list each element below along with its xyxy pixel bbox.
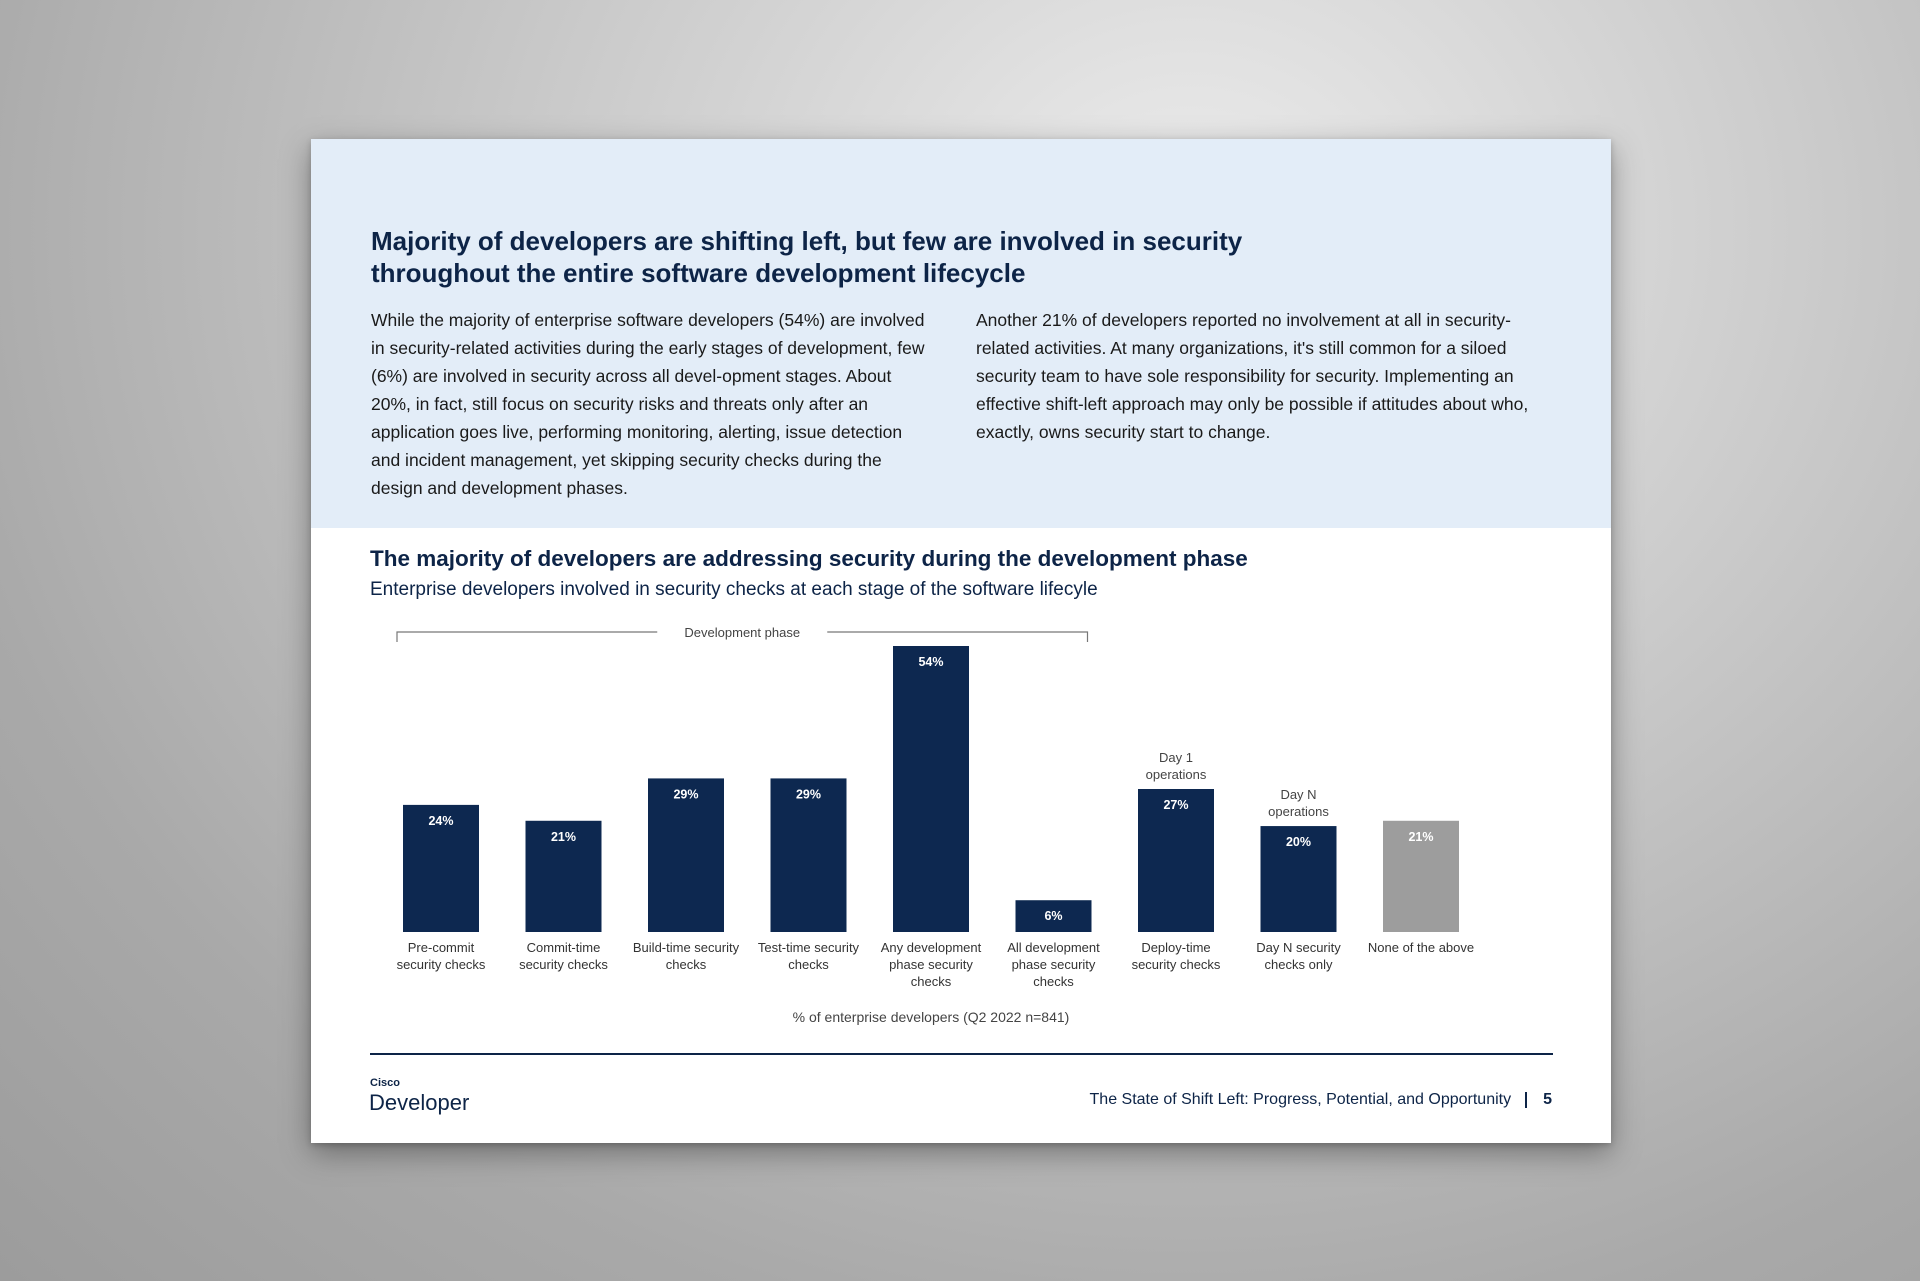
intro-paragraph-left: While the majority of enterprise software developers (54%) are involved in security-related activities during the early stages of development, few (6%) are involved in security across all devel-opment stages. About 20%, in fact, still focus on security risks and threats only after an application goes live, performing monitoring, alerting, issue detection and incident management, yet skipping security checks during the design and development phases. bbox=[371, 310, 925, 498]
brand-logo-small: Cisco bbox=[370, 1077, 400, 1089]
bar-value-label: 27% bbox=[1163, 798, 1189, 812]
bar-chart bbox=[311, 139, 1611, 1039]
bar-value-label: 21% bbox=[550, 829, 577, 844]
category-label: Pre-commit bbox=[407, 940, 475, 955]
bar-annotation: Day N bbox=[1280, 787, 1317, 803]
report-title: The State of Shift Left: Progress, Potential, and Opportunity bbox=[1089, 1091, 1512, 1108]
category-label: Deploy-time bbox=[1141, 940, 1211, 955]
category-label: checks bbox=[1033, 974, 1074, 989]
bar-4 bbox=[771, 778, 847, 932]
category-label: All development bbox=[1007, 940, 1100, 955]
category-label: Test-time security bbox=[757, 940, 860, 955]
category-label: security checks bbox=[1131, 957, 1221, 972]
chart-title: The majority of developers are addressing security during the development phase bbox=[370, 546, 1248, 571]
bar-value-label: 21% bbox=[1408, 829, 1434, 844]
report-page bbox=[311, 139, 1611, 1143]
category-label: Build-time security bbox=[632, 940, 740, 955]
page-number: 5 bbox=[1543, 1091, 1552, 1108]
intro-paragraph-right: Another 21% of developers reported no involvement at all in security-related activities. At many organizations, it's still common for a siloed security team to have sole responsibility for security. Implementing an effective shift-left approach may only be possible if attitudes about who, exactly, owns security start to change. bbox=[976, 310, 1529, 442]
bar-value-label: 24% bbox=[428, 813, 454, 828]
bar-value-label: 29% bbox=[795, 787, 822, 802]
bar-value-label: 6% bbox=[1044, 909, 1063, 924]
bar-value-label: 54% bbox=[918, 655, 944, 669]
category-label: security checks bbox=[519, 957, 608, 972]
category-label: security checks bbox=[396, 957, 486, 972]
category-label: Day N security bbox=[1256, 940, 1341, 955]
footer-divider bbox=[370, 1053, 1553, 1055]
footer-separator bbox=[1525, 1092, 1527, 1108]
brand-logo: Developer bbox=[369, 1090, 470, 1115]
bar-value-label: 20% bbox=[1285, 835, 1312, 850]
bar-5 bbox=[893, 646, 969, 932]
category-label: checks bbox=[665, 957, 707, 972]
category-label: phase security bbox=[889, 957, 973, 972]
bracket-line-right bbox=[827, 632, 1087, 642]
bracket-line-left bbox=[397, 632, 657, 642]
bar-annotation: operations bbox=[1268, 804, 1329, 820]
x-axis-label: % of enterprise developers (Q2 2022 n=841) bbox=[792, 1009, 1070, 1025]
category-label: checks bbox=[788, 957, 829, 972]
bracket-label: Development phase bbox=[684, 625, 801, 640]
category-label: Any development bbox=[880, 940, 982, 955]
bar-annotation: Day 1 bbox=[1159, 750, 1193, 765]
category-label: Commit-time bbox=[526, 940, 601, 955]
category-label: phase security bbox=[1011, 957, 1096, 972]
bar-annotation: operations bbox=[1145, 767, 1207, 782]
category-label: checks bbox=[910, 974, 952, 989]
bar-3 bbox=[648, 778, 724, 932]
footer-info bbox=[1090, 1089, 1552, 1111]
chart-subtitle: Enterprise developers involved in security checks at each stage of the software lifecyle bbox=[370, 579, 1098, 600]
bar-value-label: 29% bbox=[673, 787, 699, 802]
category-label: None of the above bbox=[1367, 940, 1475, 955]
category-label: checks only bbox=[1264, 957, 1333, 972]
intro-heading: Majority of developers are shifting left, but few are involved in security throughout the entire software development lifecycle bbox=[371, 226, 1243, 288]
